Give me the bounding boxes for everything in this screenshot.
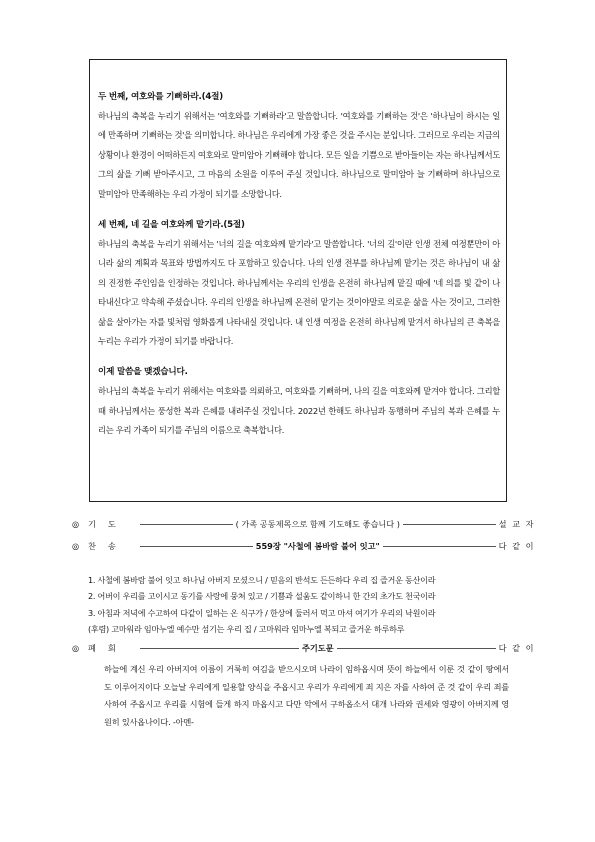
order-label: 찬송 [88, 541, 128, 551]
sermon-conclusion [98, 365, 500, 440]
section-body: 하나님의 축복을 누리기 위해서는 여호와를 의뢰하고, 여호와를 기뻐하며, 나의 길을 여호와께 맡겨야 합니다. 그리할 때 하나님께서는 풍성한 복과 은혜를 내려주실 것입니다. 2022년 한해도 하나님과 동행하며 주님의 복과 은혜를 누리는 우리 가족이 되기를 주님의 이름으로 축복합니다. [98, 386, 500, 436]
hymn-verse: 2. 어버이 우리를 고이시고 동기를 사랑에 뭉쳐 있고 / 기쁨과 설움도 같이하니 한 간의 초가도 천국이라 [88, 591, 436, 602]
hymn-verse: 3. 아침과 저녁에 수고하여 다같이 일하는 온 식구가 / 한상에 둘러서 먹고 마셔 여기가 우리의 낙원이라 [88, 607, 436, 618]
section-title: 세 번째, 네 길을 여호와께 맡기라.(5절) [98, 220, 245, 231]
circle-marker-icon: ◎ [72, 643, 80, 653]
order-closing-row [72, 642, 535, 654]
dotted-leader [140, 648, 299, 649]
sermon-box [89, 59, 507, 502]
order-leader: 다 같 이 [498, 541, 535, 551]
section-title: 두 번째, 여호와를 기뻐하라.(4절) [98, 92, 223, 102]
order-leader: 설 교 자 [498, 519, 535, 529]
section-body: 하나님의 축복을 누리기 위해서는 '여호와를 기뻐하라'고 말씀합니다. '여호와를 기뻐하는 것'은 '하나님이 하시는 일에 만족하며 기뻐하는 것'을 의미합니다. 하나님은 우리에게 가장 좋은 것을 주시는 분입니다. 그러므로 우리는 지금의 상황이나 환경이 어떠하든지 여호와로 말미암아 기뻐해야 합니다. 모든 일을 기쁨으로 받아들이는 자는 하나님께서도 그의 삶을 기뻐 받아주시고, 그 마음의 소원을 이루어 주실 것입니다. 하나님으로 말미암아 늘 기뻐하며 하나님으로 말미암아 만족해하는 우리 가정이 되기를 소망합니다. [98, 111, 500, 199]
order-note: ( 가족 공동제목으로 함께 기도해도 좋습니다 ) [235, 519, 400, 529]
dotted-leader [140, 524, 233, 525]
hymn-chorus: (후렴) 고마워라 임마누엘 예수만 섬기는 우리 집 / 고마워라 임마누엘 복되고 즐거운 하루하루 [88, 623, 405, 634]
hymn-lyrics [88, 572, 538, 637]
sermon-section-2 [98, 90, 500, 204]
circle-marker-icon: ◎ [72, 519, 80, 529]
sermon-section-3 [98, 218, 500, 351]
hymn-verse: 1. 사철에 봄바람 불어 잇고 하나님 아버지 모셨으니 / 믿음의 반석도 든든하다 우리 집 즐거운 동산이라 [88, 575, 436, 585]
order-leader: 다 같 이 [498, 643, 536, 653]
section-title: 이제 말씀을 맺겠습니다. [98, 367, 188, 378]
lords-prayer-text: 하늘에 계신 우리 아버지여 이름이 거룩히 여김을 받으시오며 나라이 임하옵시며 뜻이 하늘에서 이룬 것 같이 땅에서도 이루어지이다 오늘날 우리에게 일용할 양식을 주옵시고 우리가 우리에게 죄 지은 자를 사하여 준 것 같이 우리 죄를 사하여 주옵시고 우리를 시험에 들게 하지 마옵시고 다만 악에서 구하옵소서 대개 나라와 권세와 영광이 아버지께 영원히 있사옵나이다. -아멘- [104, 664, 509, 727]
dotted-leader [383, 546, 496, 547]
order-hymn-row [72, 540, 535, 552]
circle-marker-icon: ◎ [72, 541, 80, 551]
dotted-leader [403, 524, 496, 525]
order-label: 폐회 [88, 643, 128, 653]
order-prayer-row [72, 518, 535, 530]
dotted-leader [337, 648, 496, 649]
order-label: 기도 [88, 519, 128, 529]
section-body: 하나님의 축복을 누리기 위해서는 '너의 길을 여호와께 맡기라'고 말씀합니다. '너의 길'이란 인생 전체 여정뿐만이 아니라 삶의 계획과 목표와 방법까지도 다 포함하고 있습니다. 나의 인생 전부를 하나님께 맡기는 것은 하나님이 내 삶의 진정한 주인임을 인정하는 것입니다. 하나님께서는 우리의 인생을 온전히 하나님께 맡길 때에 '네 의를 빛 같이 나타내신다'고 약속해 주셨습니다. 우리의 인생을 하나님께 온전히 맡기는 것이야말로 의로운 삶을 사는 것이고, 그러한 삶을 살아가는 자를 빛처럼 영화롭게 나타내실 것입니다. 내 인생 여정을 온전히 하나님께 맡겨서 하나님의 큰 축복을 누리는 우리가 가정이 되기를 바랍니다. [98, 239, 500, 347]
dotted-leader [140, 546, 253, 547]
hymn-title: 559장 "사철에 봄바람 불어 잇고" [255, 541, 380, 551]
closing-title: 주기도문 [301, 643, 334, 653]
